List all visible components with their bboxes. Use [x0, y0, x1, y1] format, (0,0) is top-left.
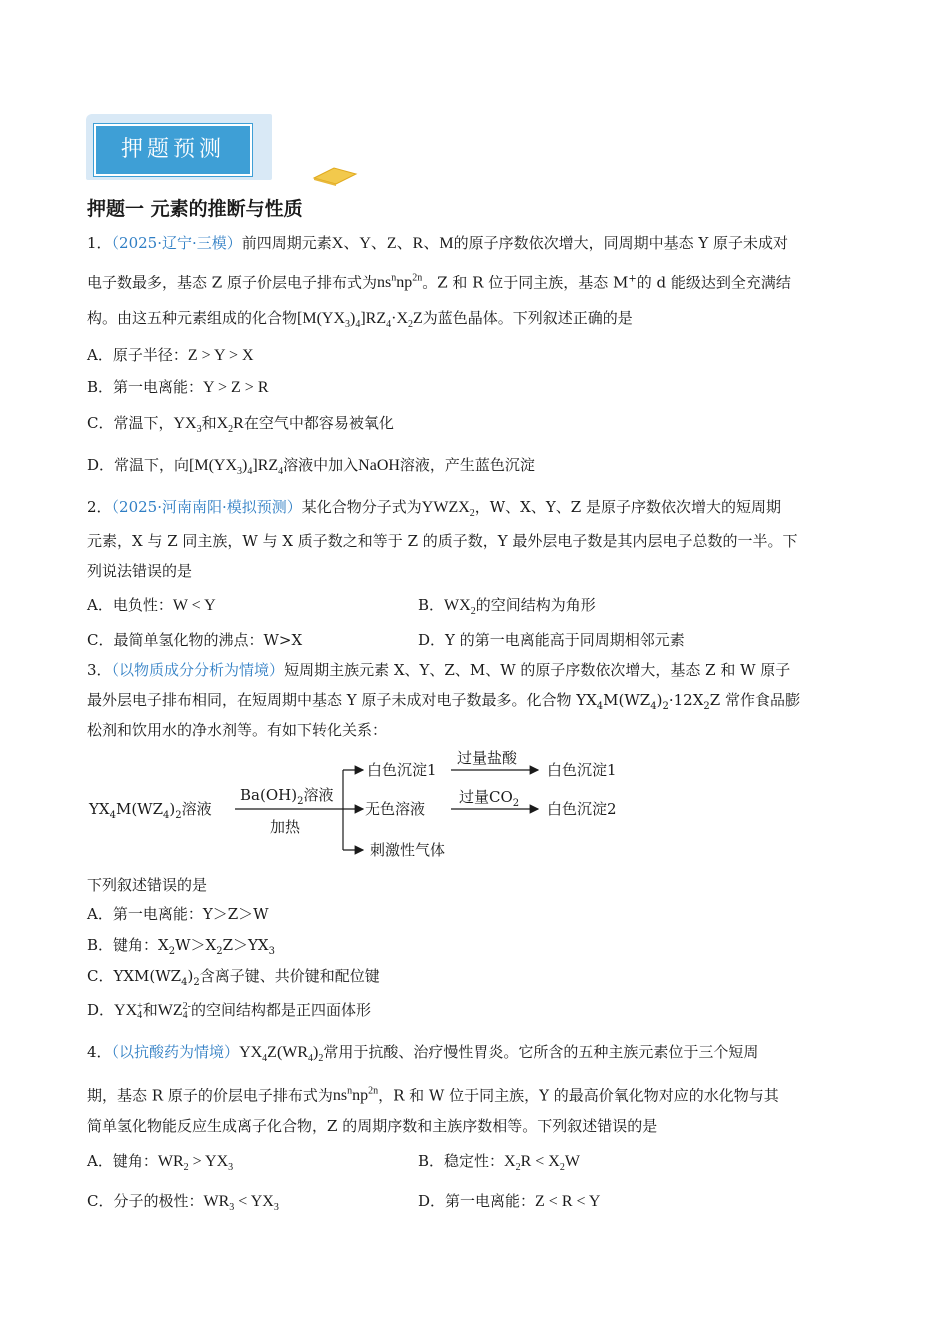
option-label: D． [87, 1001, 115, 1019]
q2-option-d[interactable]: D．Y 的第一电离能高于同周期相邻元素 [418, 631, 685, 649]
option-text: ) [187, 967, 194, 985]
q4-number: 4． [87, 1043, 112, 1061]
q3-text: M(WZ [603, 691, 651, 709]
q3-line-1 [87, 659, 790, 681]
q4-option-c[interactable] [87, 1190, 279, 1219]
option-formula: R < X [520, 1153, 560, 1170]
option-text: 的空间结构都是正四面体形 [191, 1001, 372, 1019]
q1-text: ·X [391, 310, 409, 327]
q4-formula: ) [313, 1044, 319, 1061]
ion-wz4 [157, 1001, 192, 1022]
q2-line-1 [87, 496, 781, 525]
q4-sup: 2n [368, 1086, 379, 1097]
q4-line-3: 简单氢化物能反应生成离子化合物，Z 的周期序数和主族序数相等。下列叙述错误的是 [87, 1117, 658, 1135]
q2-line-2: 元素，X 与 Z 同主族，W 与 X 质子数之和等于 Z 的质子数，Y 最外层电子数是其内层电子总数的一半。下 [87, 532, 798, 550]
option-label: A．电负性： [87, 596, 173, 614]
q1-line-2 [87, 268, 791, 294]
option-sub: 3 [228, 1162, 234, 1174]
option-label: C．分子的极性： [87, 1192, 204, 1210]
q1-text: 电子数最多，基态 Z 原子价层电子排布式为 [87, 273, 377, 292]
option-text: 含离子键、共价键和配位键 [199, 967, 380, 985]
q4-sub: 2 [318, 1053, 324, 1065]
option-sub: 3 [196, 424, 202, 436]
option-formula: X [216, 415, 229, 432]
option-label: B． [418, 596, 445, 614]
option-text: 和 [142, 1001, 158, 1019]
q4-formula: Z(WR [267, 1044, 309, 1061]
option-sub: 4 [182, 1010, 188, 1022]
q1-sup: 2n [412, 273, 423, 284]
diagram-start-solution: $YX_4M(WZ_4)_2$溶液 [89, 800, 212, 821]
option-label: A．原子半径： [87, 346, 188, 364]
q4-line-2 [87, 1081, 779, 1107]
q3-line-2 [87, 689, 800, 718]
product-colorless-solution: 无色溶液 [365, 800, 426, 818]
q1-text: 。Z 和 R 位于同主族，基态 M [422, 273, 629, 292]
option-sub: 3 [268, 946, 275, 957]
option-formula: [M(YX [189, 457, 238, 474]
q1-text: np [396, 274, 413, 292]
q1-option-a[interactable] [87, 344, 254, 367]
diagram-condition-bottom: 加热 [270, 818, 301, 836]
option-formula: W < Y [172, 597, 216, 614]
q4-source: （以抗酸药为情境） [111, 1043, 240, 1061]
q3-stem: 下列叙述错误的是 [87, 876, 208, 894]
q3-sub: 2 [662, 701, 669, 712]
option-formula: < YX [234, 1193, 274, 1210]
section-banner [86, 114, 276, 182]
q3-option-a[interactable]: A．第一电离能：Y＞Z＞W [87, 905, 269, 923]
q1-electron-config [377, 274, 422, 291]
q2-option-c[interactable]: C．最简单氢化物的沸点：W>X [87, 631, 303, 649]
q1-text: Z [413, 310, 423, 327]
section-title: 押题一 元素的推断与性质 [87, 198, 303, 220]
option-formula: Z > Y > X [187, 347, 254, 364]
option-formula: Z < R < Y [535, 1193, 601, 1210]
q2-text: 某化合物分子式为 [301, 498, 422, 516]
q4-option-a[interactable] [87, 1150, 233, 1179]
q2-option-b[interactable] [418, 594, 596, 623]
option-formula: WZ [157, 1002, 183, 1019]
q3-option-d[interactable] [87, 999, 371, 1022]
option-label: C．常温下， [87, 414, 174, 432]
q1-text: 构。由这五种元素组成的化合物 [87, 309, 298, 327]
option-sub: 3 [237, 466, 243, 478]
option-label: B．第一电离能： [87, 378, 204, 396]
banner-title: 押题预测 [120, 137, 225, 162]
option-formula: ) [242, 457, 248, 474]
q2-line-3: 列说法错误的是 [87, 562, 193, 580]
q1-text: 的原子序数依次增大，同周期中基态 Y 原子未成对 [453, 234, 789, 252]
option-text: Z＞YX [222, 936, 269, 954]
q1-text: 前四周期元素 [241, 234, 332, 252]
q1-line-3 [87, 307, 633, 336]
q4-text: ，R 和 W 位于同主族，Y 的最高价氧化物对应的水化物与其 [378, 1086, 779, 1105]
q1-sup: n [391, 273, 397, 284]
option-text: 溶液，产生蓝色沉淀 [399, 456, 535, 474]
option-sub: 4 [181, 977, 188, 988]
q1-sub: 3 [345, 319, 351, 331]
option-formula: X [504, 1153, 516, 1170]
option-text: 溶液中加入 [283, 456, 359, 474]
option-sub: 2 [470, 606, 476, 618]
q1-number: 1． [87, 234, 112, 252]
option-formula: YX [173, 415, 197, 432]
q2-text: ，W、X、Y、Z 是原子序数依次增大的短周期 [474, 498, 781, 516]
q4-text: 常用于抗酸、治疗慢性胃炎。它所含的五种主族元素位于三个短周 [323, 1043, 759, 1061]
product-irritating-gas: 刺激性气体 [370, 841, 446, 859]
q1-option-b[interactable] [87, 376, 268, 399]
result-white-precipitate-1: 白色沉淀1 [547, 761, 617, 779]
conversion-diagram [87, 746, 647, 868]
q1-option-c[interactable] [87, 412, 394, 441]
q2-formula: YWZX [421, 499, 470, 516]
banner-plate [94, 124, 252, 176]
option-sup: + [137, 1001, 143, 1013]
option-formula: NaOH [358, 457, 400, 474]
q1-line-1 [87, 232, 788, 255]
q2-number: 2． [87, 498, 112, 516]
option-sub: 3 [273, 1202, 279, 1214]
q1-text: 为蓝色晶体。下列叙述正确的是 [422, 309, 633, 327]
q1-sup: + [628, 273, 637, 285]
q3-line-3: 松剂和饮用水的净水剂等。有如下转化关系： [87, 721, 388, 739]
q1-sub: 2 [408, 319, 414, 331]
option-formula: > YX [188, 1153, 229, 1170]
q4-text: np [352, 1087, 369, 1105]
option-sub: 2 [228, 424, 234, 436]
q1-text: ]RZ [360, 310, 387, 327]
product-white-precipitate-1: 白色沉淀1 [367, 761, 437, 779]
q4-line-1 [87, 1041, 758, 1070]
result-white-precipitate-2: 白色沉淀2 [547, 800, 617, 818]
q4-sub: 4 [262, 1053, 268, 1065]
q2-source: （2025·河南南阳·模拟预测） [111, 498, 302, 516]
q1-text: [M(YX [297, 310, 346, 327]
diagram-condition-top: $Ba(OH)_2$溶液 [240, 786, 334, 807]
option-sub: 2 [559, 1162, 565, 1174]
q4-sup: n [347, 1086, 353, 1097]
q1-text: 的 d 能级达到全充满结 [636, 273, 791, 292]
option-sub: 2 [515, 1162, 521, 1174]
q1-sub: 4 [386, 319, 392, 331]
q3-sub: 2 [703, 701, 710, 712]
q4-formula: YX [239, 1044, 263, 1061]
q4-sub: 4 [308, 1053, 314, 1065]
q3-sub: 4 [596, 701, 604, 712]
option-formula: Y > Z > R [203, 379, 269, 396]
option-sub: 4 [247, 466, 253, 478]
q4-text: 期，基态 R 原子的价层电子排布式为 [87, 1086, 333, 1105]
option-text: 在空气中都容易被氧化 [243, 414, 394, 432]
q1-sub: 4 [355, 319, 361, 331]
q3-number: 3． [87, 661, 112, 679]
option-label: B．稳定性： [418, 1152, 505, 1170]
option-formula: WX [444, 597, 471, 614]
q1-option-d[interactable] [87, 454, 535, 483]
option-sub: 2 [216, 946, 223, 957]
q1-text: ) [350, 310, 356, 327]
q1-formula: X、Y、Z、R、M [331, 235, 454, 252]
option-formula: W [564, 1153, 580, 1170]
option-formula: R [233, 415, 244, 432]
option-text: W＞X [175, 936, 217, 954]
option-sub: 2 [168, 946, 176, 957]
option-formula: ]RZ [252, 457, 279, 474]
condition-excess-co2: 过量$CO_2$ [459, 788, 520, 809]
option-label: B．键角：X [87, 936, 169, 954]
option-sub: 3 [229, 1202, 235, 1214]
option-formula: YX [114, 1002, 138, 1019]
option-label: A．键角： [87, 1152, 158, 1170]
q4-option-b[interactable] [418, 1150, 580, 1179]
option-sub: 4 [137, 1010, 143, 1022]
q4-option-d[interactable] [418, 1190, 600, 1213]
option-sup: 2- [182, 1001, 192, 1013]
q3-option-c[interactable] [87, 965, 380, 994]
q1-text: ns [376, 274, 392, 292]
option-text: 的空间结构为角形 [475, 596, 596, 614]
q1-compound-formula [297, 310, 423, 331]
q3-text: ·12X [668, 691, 704, 709]
option-label: D．第一电离能： [418, 1192, 536, 1210]
option-sub: 2 [193, 977, 200, 988]
q3-text: 最外层电子排布相同，在短周期中基态 Y 原子未成对电子数最多。化合物 YX [87, 691, 597, 709]
condition-excess-hcl: 过量盐酸 [457, 749, 518, 767]
book-icon [312, 164, 358, 186]
q3-text: Z 常作食品膨 [709, 691, 800, 709]
option-text: 和 [201, 414, 217, 432]
q3-option-b[interactable] [87, 934, 275, 963]
q3-text: 短周期主族元素 X、Y、Z、M、W 的原子序数依次增大，基态 Z 和 W 原子 [284, 661, 791, 679]
option-label: C．YXM(WZ [87, 967, 182, 985]
q2-sub: 2 [469, 508, 475, 520]
q4-text: ns [332, 1087, 348, 1105]
option-label: D．常温下，向 [87, 456, 190, 474]
q4-electron-config [333, 1087, 378, 1104]
q1-source: （2025·辽宁·三模） [111, 234, 242, 252]
ion-yx4 [114, 1001, 143, 1022]
q3-sub: 4 [650, 701, 657, 712]
option-sub: 2 [183, 1162, 189, 1174]
q3-source: （以物质成分分析为情境） [111, 661, 285, 679]
option-formula: WR [157, 1153, 184, 1170]
option-formula: WR [203, 1193, 230, 1210]
q3-text: ) [656, 691, 663, 709]
option-sub: 4 [278, 466, 284, 478]
q2-option-a[interactable] [87, 594, 216, 617]
q4-compound-formula [239, 1044, 324, 1065]
